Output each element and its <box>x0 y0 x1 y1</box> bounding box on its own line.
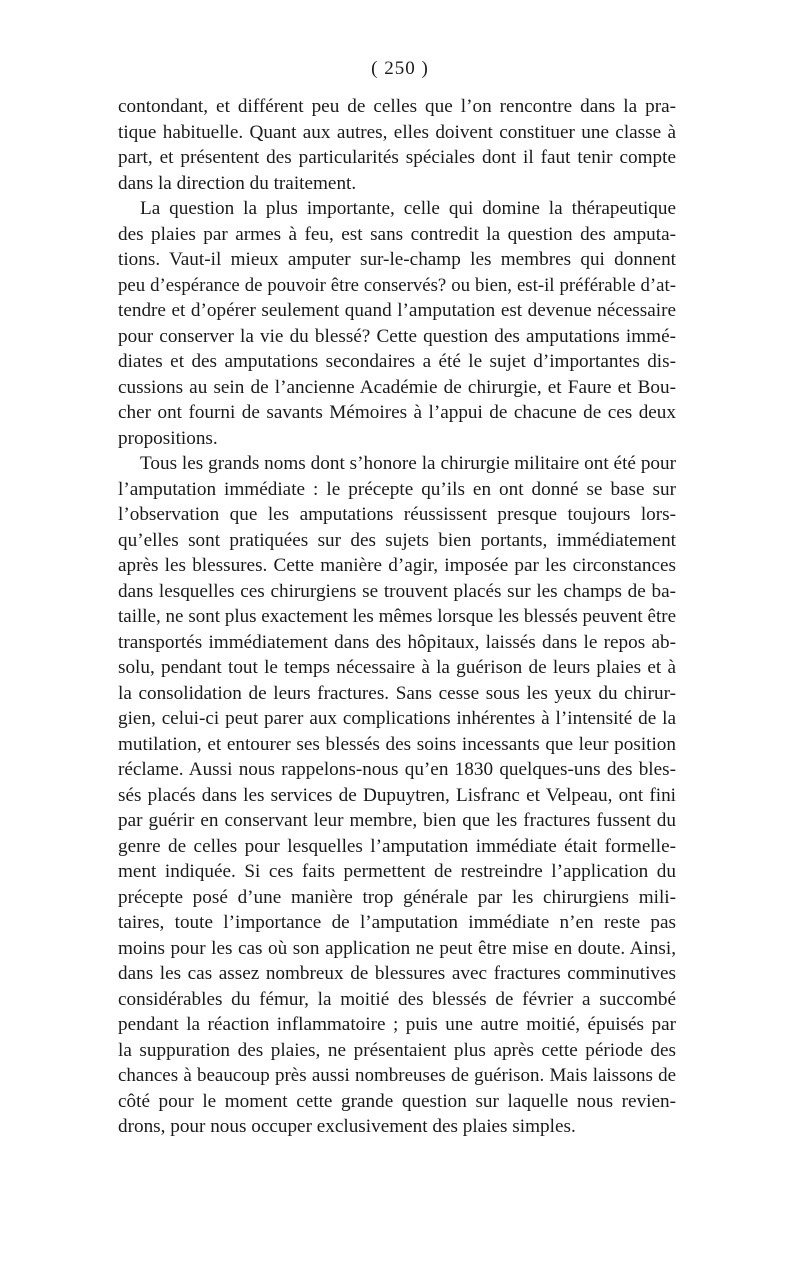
text-line: transportés immédiatement dans des hôpitaux, laissés dans le repos ab- <box>118 631 676 653</box>
text-line: la consolidation de leurs fractures. Sans cesse sous les yeux du chirur- <box>118 682 676 704</box>
text-line: côté pour le moment cette grande question sur laquelle nous revien- <box>118 1090 676 1112</box>
text-line: tions. Vaut-il mieux amputer sur-le-champ les membres qui donnent <box>118 249 676 270</box>
text-line: dans la direction du traitement. <box>118 172 357 194</box>
page-number: ( 250 ) <box>371 58 429 79</box>
text-line: diates et des amputations secondaires a été le sujet d’importantes dis- <box>118 351 676 372</box>
text-line: drons, pour nous occuper exclusivement des plaies simples. <box>118 1116 576 1137</box>
text-line: dans lesquelles ces chirurgiens se trouvent placés sur les champs de ba- <box>118 580 676 602</box>
text-line: tendre et d’opérer seulement quand l’amputation est devenue nécessaire <box>118 300 676 321</box>
paragraph-start-line: Tous les grands noms dont s’honore la chirurgie militaire ont été pour <box>140 453 676 474</box>
text-line: part, et présentent des particularités spéciales dont il faut tenir compte <box>118 147 676 168</box>
text-line: peu d’espérance de pouvoir être conservés? ou bien, est-il préférable d’at- <box>118 274 676 296</box>
text-line: réclame. Aussi nous rappelons-nous qu’en 1830 quelques-uns des bles- <box>118 759 676 780</box>
text-line: cher ont fourni de savants Mémoires à l’appui de chacune de ces deux <box>118 402 676 423</box>
text-line: mutilation, et entourer ses blessés des soins incessants que leur position <box>118 733 676 755</box>
text-line: moins pour les cas où son application ne peut être mise en doute. Ainsi, <box>118 937 676 959</box>
text-line: tique habituelle. Quant aux autres, elles doivent constituer une classe à <box>118 121 676 143</box>
text-line: après les blessures. Cette manière d’agir, imposée par les circonstances <box>118 555 676 576</box>
text-line: solu, pendant tout le temps nécessaire à la guérison de leurs plaies et à <box>118 657 676 678</box>
text-line: propositions. <box>118 427 218 449</box>
text-line: cussions au sein de l’ancienne Académie de chirurgie, et Faure et Bou- <box>118 376 676 398</box>
text-line: considérables du fémur, la moitié des blessés de février a succombé <box>118 988 676 1010</box>
text-line: dans les cas assez nombreux de blessures avec fractures comminutives <box>118 963 676 984</box>
text-line: précepte posé d’une manière trop générale par les chirurgiens mili- <box>118 886 676 908</box>
text-line: taires, toute l’importance de l’amputation immédiate n’en reste pas <box>118 912 676 933</box>
text-line: contondant, et différent peu de celles que l’on rencontre dans la pra- <box>118 96 676 117</box>
text-line: des plaies par armes à feu, est sans contredit la question des amputa- <box>118 223 676 245</box>
text-line: pour conserver la vie du blessé? Cette question des amputations immé- <box>118 325 676 347</box>
text-line: par guérir en conservant leur membre, bien que les fractures fussent du <box>118 810 676 831</box>
text-line: la suppuration des plaies, ne présentaient plus après cette période des <box>118 1039 676 1061</box>
text-line: sés placés dans les services de Dupuytren, Lisfranc et Velpeau, ont fini <box>118 784 676 806</box>
text-line: pendant la réaction inflammatoire ; puis une autre moitié, épuisés par <box>118 1014 676 1035</box>
text-line: taille, ne sont plus exactement les mêmes lorsque les blessés peuvent être <box>118 606 676 627</box>
text-line: l’observation que les amputations réussissent presque toujours lors- <box>118 504 676 525</box>
text-line: l’amputation immédiate : le précepte qu’ils en ont donné se base sur <box>118 478 676 500</box>
body-text <box>118 94 676 1140</box>
text-line: gien, celui-ci peut parer aux complications inhérentes à l’intensité de la <box>118 708 676 729</box>
text-line: genre de celles pour lesquelles l’amputation immédiate était formelle- <box>118 835 676 857</box>
text-line: ment indiquée. Si ces faits permettent de restreindre l’application du <box>118 861 676 882</box>
text-line: qu’elles sont pratiquées sur des sujets bien portants, immédiatement <box>118 529 676 551</box>
text-line: chances à beaucoup près aussi nombreuses de guérison. Mais laissons de <box>118 1065 676 1086</box>
paragraph-start-line: La question la plus importante, celle qui domine la thérapeutique <box>140 198 676 219</box>
